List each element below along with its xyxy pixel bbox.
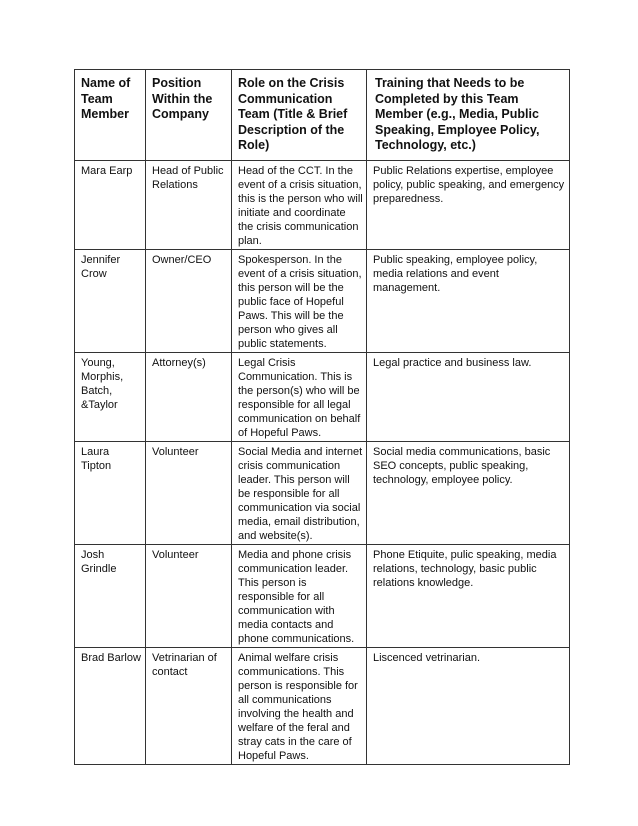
header-name: Name of Team Member (75, 70, 146, 161)
table-row (75, 160, 570, 249)
cell-role: Legal Crisis Communication. This is the person(s) who will be responsible for all legal communication on behalf of Hopeful Paws. (232, 352, 367, 441)
cell-role: Social Media and internet crisis communication leader. This person will be responsible for all communication via social media, email distribution, and website(s). (232, 441, 367, 544)
cell-position: Volunteer (146, 544, 232, 647)
cell-name: Young, Morphis, Batch, &Taylor (75, 352, 146, 441)
cell-position: Vetrinarian of contact (146, 647, 232, 764)
cell-name: Laura Tipton (75, 441, 146, 544)
cell-role: Head of the CCT. In the event of a crisis situation, this is the person who will initiate and coordinate the crisis communication plan. (232, 160, 367, 249)
cell-position: Owner/CEO (146, 249, 232, 352)
table-row (75, 441, 570, 544)
cell-position: Attorney(s) (146, 352, 232, 441)
cell-training: Social media communications, basic SEO concepts, public speaking, technology, employee policy. (367, 441, 570, 544)
cell-name: Brad Barlow (75, 647, 146, 764)
cell-position: Head of Public Relations (146, 160, 232, 249)
cell-role: Media and phone crisis communication leader. This person is responsible for all communication with media contacts and phone communications. (232, 544, 367, 647)
table-row (75, 647, 570, 764)
table-row (75, 249, 570, 352)
table-row (75, 544, 570, 647)
cell-role: Animal welfare crisis communications. This person is responsible for all communications involving the health and welfare of the feral and stray cats in the care of Hopeful Paws. (232, 647, 367, 764)
cell-name: Josh Grindle (75, 544, 146, 647)
cell-name: Mara Earp (75, 160, 146, 249)
cell-training: Public speaking, employee policy, media relations and event management. (367, 249, 570, 352)
cell-position: Volunteer (146, 441, 232, 544)
cell-training: Legal practice and business law. (367, 352, 570, 441)
header-training: Training that Needs to be Completed by this Team Member (e.g., Media, Public Speaking, Employee Policy, Technology, etc.) (367, 70, 570, 161)
cell-training: Liscenced vetrinarian. (367, 647, 570, 764)
cell-role: Spokesperson. In the event of a crisis situation, this person will be the public face of Hopeful Paws. This will be the person who gives all public statements. (232, 249, 367, 352)
cell-training: Phone Etiquite, pulic speaking, media relations, technology, basic public relations knowledge. (367, 544, 570, 647)
table-header-row (75, 70, 570, 161)
table-row (75, 352, 570, 441)
crisis-team-table (74, 69, 570, 765)
header-role: Role on the Crisis Communication Team (Title & Brief Description of the Role) (232, 70, 367, 161)
cell-training: Public Relations expertise, employee policy, public speaking, and emergency preparedness. (367, 160, 570, 249)
cell-name: Jennifer Crow (75, 249, 146, 352)
header-position: Position Within the Company (146, 70, 232, 161)
